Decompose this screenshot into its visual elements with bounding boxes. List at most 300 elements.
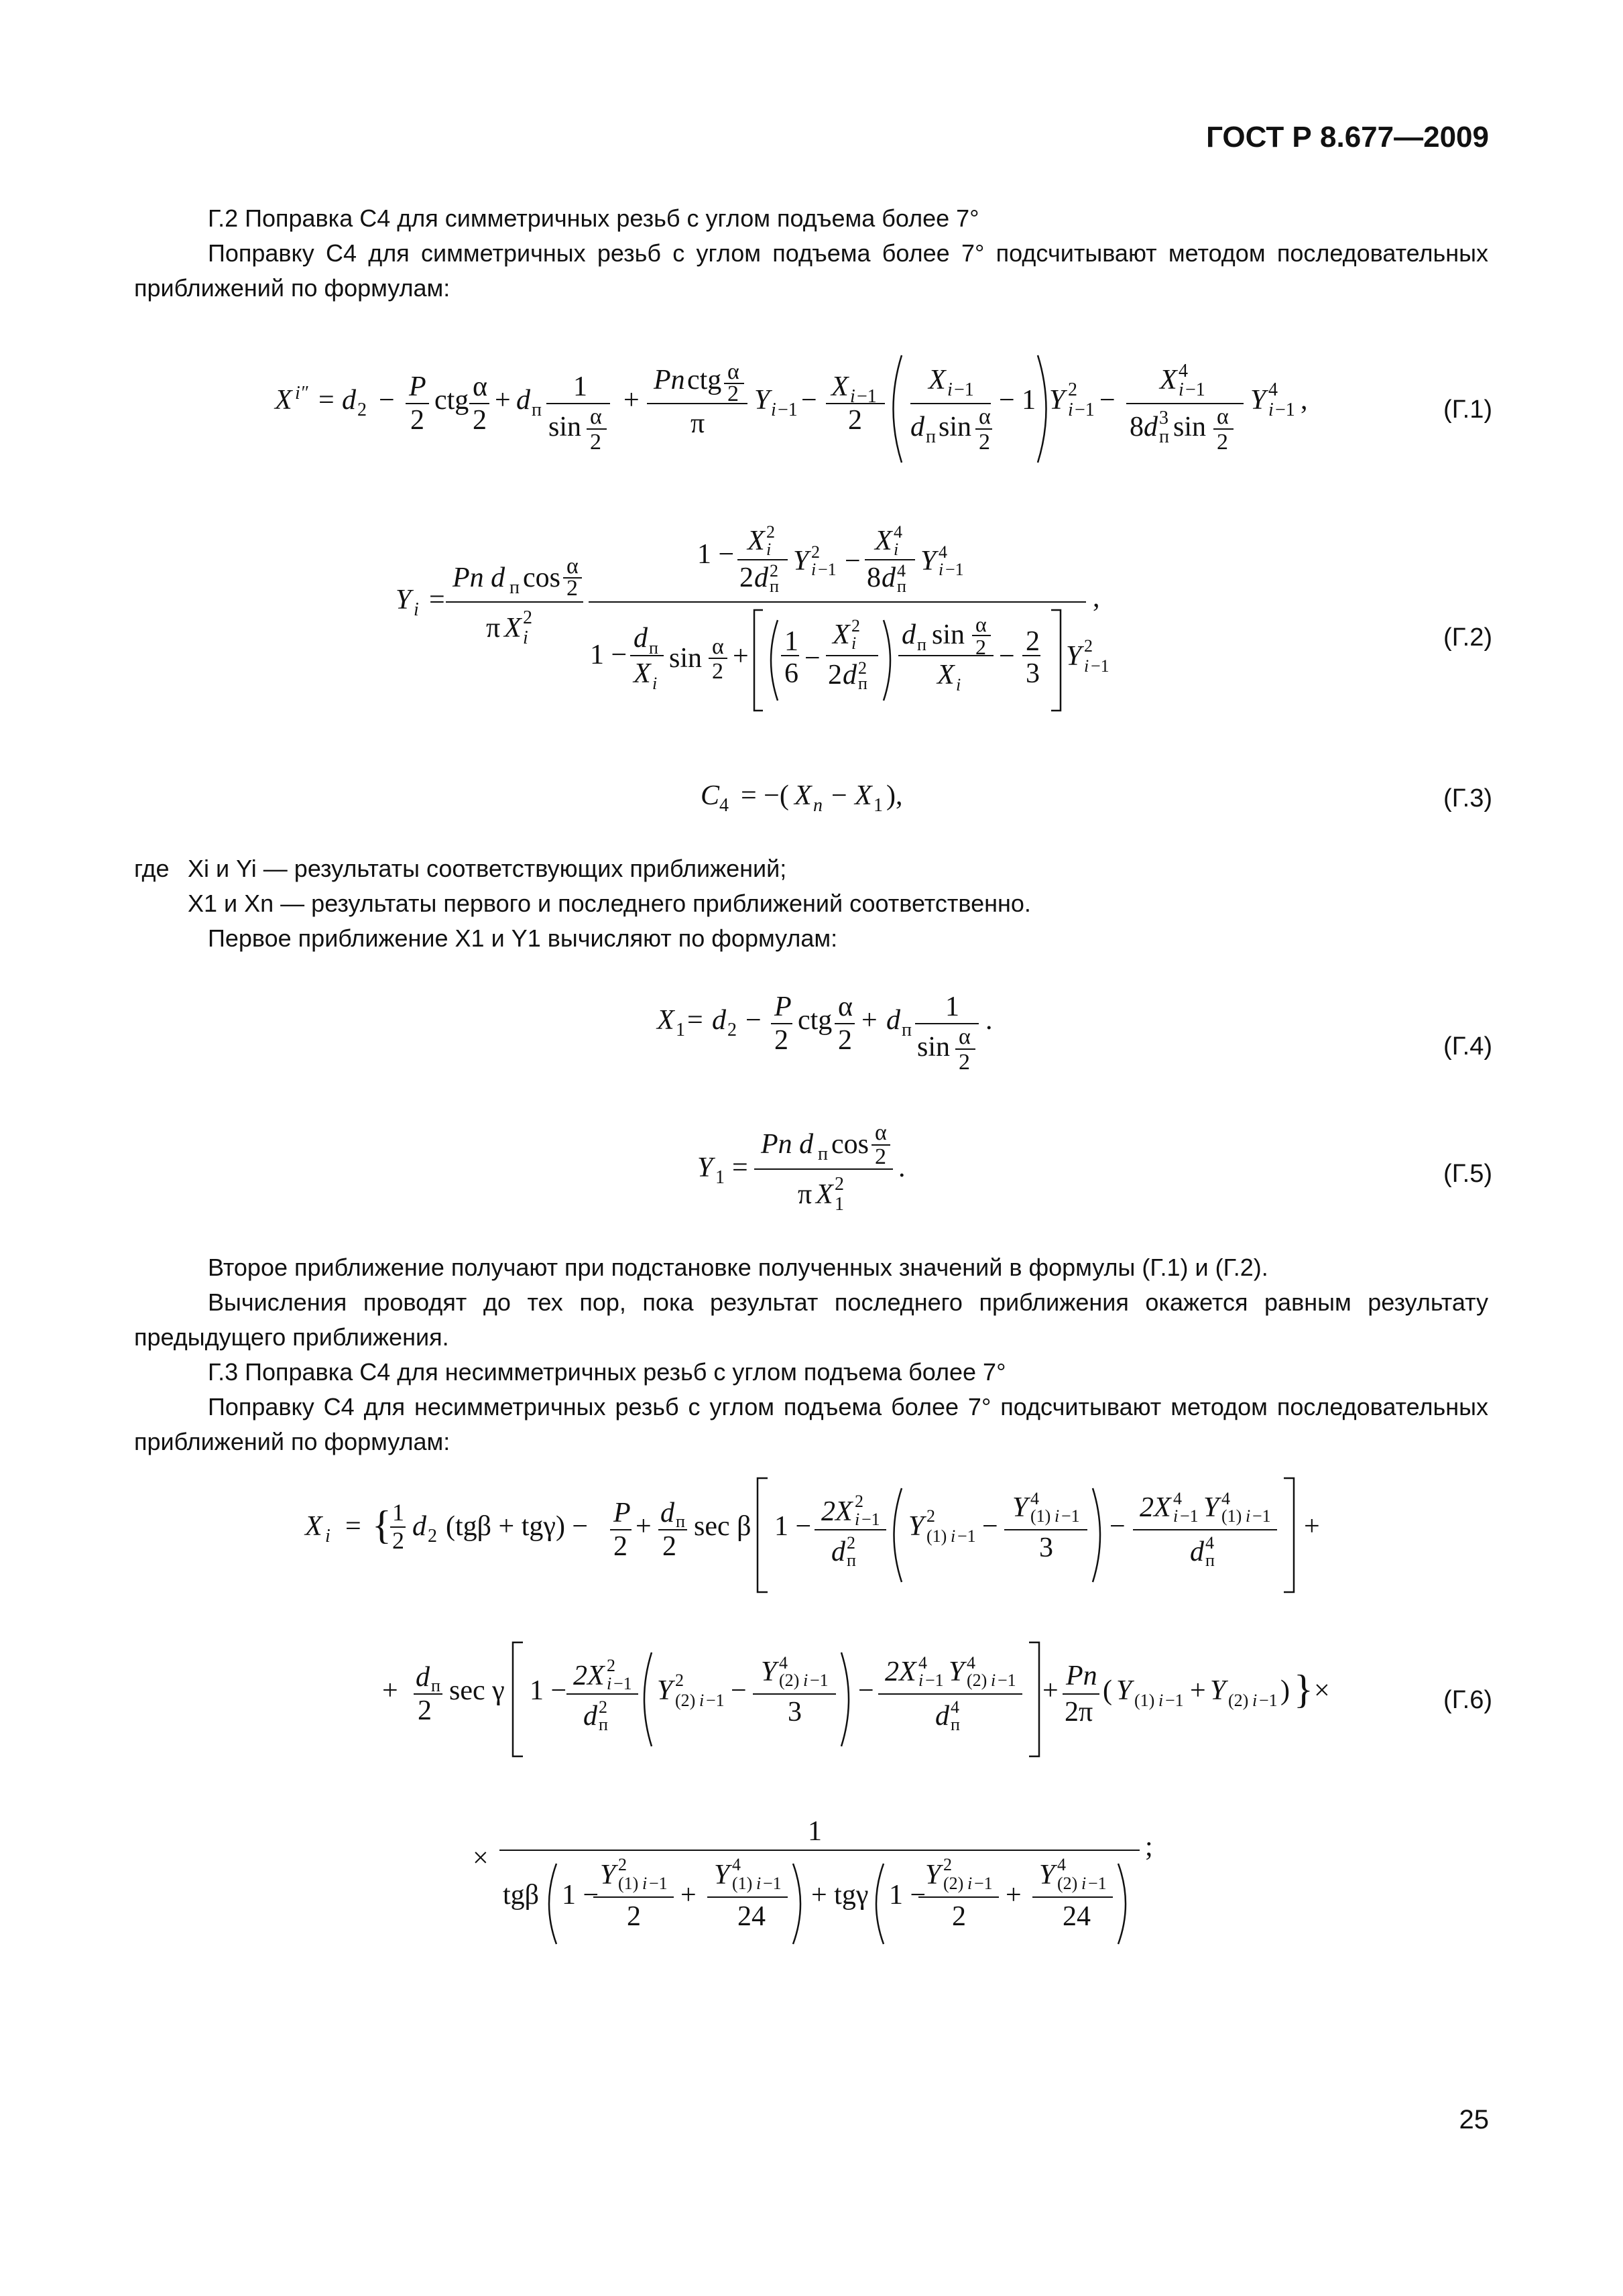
- svg-text:+: +: [680, 1880, 697, 1911]
- svg-text:1: 1: [874, 795, 883, 816]
- equation-number-g5: (Г.5): [1443, 1160, 1492, 1188]
- svg-text:i: i: [991, 1671, 996, 1690]
- svg-text:i: i: [523, 627, 528, 648]
- svg-text:Y: Y: [1066, 641, 1082, 672]
- svg-text:i: i: [803, 1671, 808, 1690]
- svg-text:i: i: [811, 560, 817, 579]
- svg-text:−1: −1: [1091, 656, 1109, 676]
- svg-text:d: d: [843, 660, 857, 690]
- svg-text:X: X: [937, 660, 955, 690]
- svg-text:X: X: [275, 385, 292, 416]
- svg-text:i: i: [1158, 1691, 1164, 1710]
- svg-text:d: d: [910, 412, 924, 442]
- svg-text:.: .: [985, 1005, 993, 1036]
- svg-text:1 −: 1 −: [590, 640, 627, 670]
- svg-text:(2): (2): [1057, 1874, 1078, 1893]
- svg-text:Y: Y: [600, 1860, 616, 1890]
- svg-text:i: i: [766, 540, 772, 559]
- equation-g1-formula: [0, 342, 1623, 476]
- svg-text:): ): [1280, 1675, 1290, 1706]
- svg-text:−: −: [731, 1675, 747, 1706]
- svg-text:i: i: [1252, 1691, 1258, 1710]
- equation-g2: [0, 523, 1623, 717]
- svg-text:+: +: [636, 1511, 652, 1542]
- svg-text:i: i: [1055, 1506, 1060, 1526]
- svg-text:(2): (2): [1228, 1691, 1249, 1710]
- svg-text:1 −: 1 −: [697, 539, 735, 570]
- svg-text:2: 2: [727, 1020, 737, 1040]
- svg-text:X: X: [657, 1005, 674, 1036]
- svg-text:X: X: [794, 780, 812, 811]
- svg-text:4: 4: [939, 542, 947, 562]
- svg-text:i: i: [1179, 379, 1184, 400]
- svg-text:п: п: [917, 635, 926, 654]
- svg-text:4: 4: [1030, 1489, 1039, 1508]
- svg-text:+: +: [1304, 1511, 1320, 1542]
- svg-text:i: i: [967, 1874, 973, 1893]
- svg-text:d: d: [754, 562, 768, 593]
- svg-text:1 −: 1 −: [562, 1880, 599, 1911]
- svg-text:i: i: [1081, 1874, 1087, 1893]
- svg-text:d: d: [935, 1701, 949, 1732]
- svg-text:п: п: [770, 577, 779, 596]
- g3-title: Г.3 Поправка C4 для несимметричных резьб с углом подъема более 7°: [208, 1358, 1006, 1386]
- svg-text:=: =: [732, 1152, 748, 1183]
- second-approx-text: Второе приближение получают при подстановке полученных значений в формулы (Г.1) и (Г.2).: [208, 1254, 1268, 1281]
- svg-text:i: i: [850, 386, 855, 407]
- svg-text:X: X: [833, 619, 850, 650]
- svg-text:4: 4: [951, 1697, 959, 1717]
- svg-text:−1: −1: [778, 400, 798, 420]
- svg-text:d: d: [660, 1498, 674, 1528]
- svg-text:1 −: 1 −: [774, 1511, 812, 1542]
- svg-text:=: =: [687, 1005, 703, 1036]
- g2-intro: Поправку C4 для симметричных резьб с углом подъема более 7° подсчитывают методом последовательных приближений по формулам:: [134, 239, 1488, 302]
- svg-text:2: 2: [739, 562, 754, 593]
- svg-text:(1): (1): [1134, 1691, 1155, 1710]
- svg-text:1: 1: [808, 1816, 822, 1847]
- svg-text:α: α: [838, 991, 853, 1022]
- svg-text:Y: Y: [1203, 1492, 1219, 1523]
- svg-text:2: 2: [712, 659, 723, 684]
- svg-text:2: 2: [618, 1855, 627, 1874]
- svg-text:−1: −1: [861, 1510, 880, 1529]
- equation-g4-formula: [0, 979, 1623, 1086]
- first-approx-text: Первое приближение X1 и Y1 вычисляют по формулам:: [208, 924, 838, 952]
- svg-text:(2): (2): [675, 1691, 696, 1710]
- svg-text:2: 2: [418, 1695, 432, 1726]
- svg-text:8: 8: [867, 562, 881, 593]
- svg-text:−1: −1: [818, 560, 837, 579]
- svg-text:2X: 2X: [573, 1660, 605, 1691]
- svg-text:Y: Y: [697, 1152, 713, 1183]
- svg-text:α: α: [712, 634, 724, 659]
- svg-text:sin: sin: [548, 412, 582, 442]
- svg-text:п: п: [431, 1676, 440, 1695]
- svg-text:Y: Y: [908, 1511, 924, 1542]
- svg-text:X: X: [816, 1179, 833, 1210]
- svg-text:Y: Y: [657, 1675, 673, 1706]
- svg-text:2: 2: [811, 542, 820, 562]
- svg-text:i: i: [1068, 400, 1073, 420]
- svg-text:Y: Y: [920, 546, 937, 577]
- svg-text:(tgβ + tgγ) −: (tgβ + tgγ) −: [446, 1511, 589, 1542]
- svg-text:i: i: [652, 674, 658, 693]
- svg-text:X: X: [634, 658, 651, 689]
- svg-text:sec γ: sec γ: [449, 1675, 505, 1706]
- svg-text:.: .: [898, 1152, 906, 1183]
- svg-text:i: i: [607, 1674, 612, 1693]
- svg-text:−1: −1: [857, 386, 877, 407]
- equation-g6-formula: [0, 1468, 1623, 1951]
- svg-text:2: 2: [847, 1533, 855, 1553]
- svg-text:+: +: [1006, 1880, 1022, 1911]
- svg-text:−1: −1: [1180, 1506, 1199, 1526]
- svg-text:Y: Y: [396, 585, 412, 615]
- svg-text:Y: Y: [949, 1656, 965, 1687]
- svg-text:d: d: [342, 385, 356, 416]
- svg-text:2: 2: [357, 400, 367, 420]
- svg-text:3: 3: [1026, 658, 1040, 689]
- svg-text:2: 2: [599, 1697, 607, 1717]
- svg-text:4: 4: [894, 523, 902, 542]
- equation-g6: [0, 1468, 1623, 1951]
- svg-text:i: i: [939, 560, 944, 579]
- svg-text:2: 2: [627, 1901, 641, 1932]
- svg-text:2X: 2X: [821, 1496, 853, 1527]
- svg-text:d: d: [516, 385, 530, 416]
- svg-text:2: 2: [662, 1531, 676, 1562]
- svg-text:sec β: sec β: [694, 1511, 752, 1542]
- where-item-2: X1 и Xn — результаты первого и последнего приближений соответственно.: [188, 890, 1031, 917]
- equation-number-g4: (Г.4): [1443, 1032, 1492, 1061]
- svg-text:п: п: [902, 1020, 912, 1040]
- svg-text:2: 2: [1068, 379, 1077, 400]
- svg-text:Y: Y: [925, 1860, 941, 1890]
- svg-text:X: X: [1160, 365, 1177, 396]
- svg-text:α: α: [959, 1024, 971, 1049]
- svg-text:i: i: [771, 400, 776, 420]
- equation-number-g2: (Г.2): [1443, 623, 1492, 652]
- g3-intro: Поправку C4 для несимметричных резьб с углом подъема более 7° подсчитывают методом последовательных приближений по формулам:: [134, 1393, 1488, 1455]
- svg-text:3: 3: [788, 1697, 802, 1728]
- svg-text:24: 24: [737, 1901, 766, 1932]
- svg-text:P: P: [613, 1498, 631, 1528]
- svg-text:×: ×: [473, 1843, 489, 1874]
- svg-text:α: α: [875, 1120, 887, 1145]
- svg-text:4: 4: [779, 1653, 788, 1673]
- svg-text:,: ,: [1301, 385, 1308, 416]
- svg-text:2: 2: [875, 1144, 886, 1169]
- page-number: 25: [1459, 2105, 1489, 2134]
- svg-text:i: i: [642, 1874, 648, 1893]
- svg-text:−1: −1: [1061, 1506, 1080, 1526]
- svg-text:2π: 2π: [1065, 1697, 1093, 1728]
- where-label: где: [134, 855, 170, 882]
- svg-text:cos: cos: [831, 1129, 869, 1160]
- svg-text:(1): (1): [926, 1526, 947, 1546]
- svg-text:2: 2: [473, 405, 487, 436]
- svg-text:ctg: ctg: [687, 365, 722, 396]
- svg-text:α: α: [979, 404, 991, 429]
- svg-text:2: 2: [838, 1025, 852, 1056]
- svg-text:+ tgγ: + tgγ: [811, 1880, 869, 1911]
- svg-text:2: 2: [952, 1901, 966, 1932]
- svg-text:2: 2: [1084, 636, 1093, 656]
- svg-text:2: 2: [766, 523, 775, 542]
- svg-text:(1): (1): [732, 1874, 753, 1893]
- svg-text:,: ,: [1093, 583, 1100, 613]
- svg-text:−1: −1: [1252, 1506, 1271, 1526]
- svg-text:−: −: [858, 1675, 874, 1706]
- svg-text:i: i: [855, 1510, 860, 1529]
- svg-text:4: 4: [1205, 1533, 1214, 1553]
- svg-text:2: 2: [926, 1506, 935, 1526]
- svg-text:d: d: [416, 1662, 430, 1693]
- svg-text:2X: 2X: [885, 1656, 916, 1687]
- svg-text:d: d: [1190, 1536, 1204, 1567]
- calc-until-text: Вычисления проводят до тех пор, пока результат последнего приближения окажется равным результату предыдущего приближения.: [134, 1288, 1488, 1351]
- svg-text:d: d: [412, 1511, 426, 1542]
- svg-text:п: п: [818, 1144, 828, 1164]
- svg-text:4: 4: [1268, 379, 1278, 400]
- svg-text:1: 1: [784, 626, 798, 657]
- where-clause: [134, 851, 1488, 921]
- svg-text:X: X: [831, 371, 849, 402]
- svg-text:−1: −1: [810, 1671, 829, 1690]
- equation-g5-formula: [0, 1113, 1623, 1220]
- equation-g1: [0, 342, 1623, 476]
- svg-text:i: i: [756, 1874, 762, 1893]
- svg-text:i: i: [414, 599, 419, 620]
- svg-text:(2): (2): [943, 1874, 964, 1893]
- svg-text:α: α: [975, 612, 987, 636]
- g2-title: Г.2 Поправка C4 для симметричных резьб с углом подъема более 7°: [208, 204, 979, 232]
- svg-text:1 −: 1 −: [889, 1880, 926, 1911]
- where-item-1: Xi и Yi — результаты соответствующих приближений;: [188, 855, 787, 882]
- svg-text:+: +: [1042, 1675, 1059, 1706]
- svg-text:п: п: [926, 426, 936, 447]
- svg-text:2: 2: [675, 1671, 684, 1690]
- svg-text:2: 2: [959, 1050, 970, 1075]
- svg-text:(1): (1): [618, 1874, 639, 1893]
- svg-text:cos: cos: [523, 562, 560, 593]
- svg-text:i: i: [918, 1671, 924, 1690]
- svg-text:i: i: [699, 1691, 705, 1710]
- svg-text:2: 2: [1217, 430, 1228, 455]
- svg-text:tgβ: tgβ: [503, 1880, 540, 1911]
- equation-number-g6: (Г.6): [1443, 1686, 1492, 1714]
- svg-text:+: +: [382, 1675, 398, 1706]
- svg-text:п: п: [509, 577, 520, 598]
- svg-text:п: п: [951, 1715, 960, 1734]
- svg-text:P: P: [774, 991, 792, 1022]
- svg-text:+: +: [1190, 1675, 1206, 1706]
- svg-text:−1: −1: [925, 1671, 944, 1690]
- svg-text:(1): (1): [1030, 1506, 1051, 1526]
- svg-text:Pn: Pn: [654, 365, 685, 396]
- svg-text:2: 2: [835, 1174, 844, 1195]
- svg-text:X: X: [504, 613, 522, 644]
- svg-text:−: −: [999, 641, 1015, 672]
- svg-text:Y: Y: [1012, 1492, 1028, 1523]
- svg-text:24: 24: [1063, 1901, 1091, 1932]
- svg-text:п: п: [649, 638, 658, 658]
- svg-text:d: d: [583, 1701, 597, 1732]
- svg-text:4: 4: [897, 561, 906, 581]
- svg-text:X: X: [928, 365, 946, 396]
- svg-text:α: α: [727, 359, 739, 384]
- svg-text:α: α: [473, 371, 488, 402]
- svg-text:4: 4: [967, 1653, 975, 1673]
- svg-text:4: 4: [1173, 1489, 1182, 1508]
- svg-text:2: 2: [979, 430, 990, 455]
- svg-text:4: 4: [719, 795, 729, 816]
- svg-text:= −(: = −(: [741, 780, 789, 811]
- svg-text:d: d: [712, 1005, 726, 1036]
- svg-text:Pn d: Pn d: [761, 1129, 814, 1160]
- svg-text:i: i: [325, 1526, 330, 1547]
- svg-text:n: n: [813, 795, 823, 816]
- svg-text:−1: −1: [1259, 1691, 1278, 1710]
- equation-number-g1: (Г.1): [1443, 396, 1492, 424]
- svg-text:X: X: [747, 526, 765, 556]
- svg-text:sin: sin: [669, 643, 703, 674]
- svg-text:п: п: [1159, 426, 1169, 447]
- svg-text:−1: −1: [998, 1671, 1016, 1690]
- svg-text:−: −: [1099, 385, 1116, 416]
- svg-text:i: i: [951, 1526, 956, 1546]
- svg-text:2: 2: [727, 381, 739, 406]
- svg-text:=: =: [345, 1511, 361, 1542]
- svg-text:2: 2: [774, 1025, 788, 1056]
- svg-text:1: 1: [573, 371, 587, 402]
- svg-text:π: π: [690, 408, 705, 439]
- svg-text:1 −: 1 −: [530, 1675, 567, 1706]
- svg-text:Y: Y: [1039, 1860, 1055, 1890]
- svg-text:2: 2: [975, 635, 986, 659]
- svg-text:−1: −1: [1075, 400, 1095, 420]
- svg-text:2: 2: [855, 1492, 863, 1511]
- svg-text:i″: i″: [295, 383, 308, 404]
- svg-text:−: −: [845, 546, 861, 577]
- svg-text:2: 2: [1026, 626, 1040, 657]
- svg-text:2: 2: [590, 430, 601, 455]
- svg-text:п: п: [897, 577, 906, 596]
- svg-text:i: i: [851, 633, 857, 653]
- svg-text:−: −: [1109, 1511, 1126, 1542]
- svg-text:−1: −1: [1185, 379, 1205, 400]
- svg-text:4: 4: [1057, 1855, 1066, 1874]
- svg-text:d: d: [634, 623, 648, 654]
- svg-text:п: п: [676, 1512, 685, 1531]
- svg-text:sin: sin: [1173, 412, 1207, 442]
- svg-text:(: (: [1103, 1675, 1112, 1706]
- svg-text:=: =: [318, 385, 335, 416]
- svg-text:−: −: [804, 643, 821, 674]
- equation-g4: [0, 979, 1623, 1086]
- svg-text:2: 2: [428, 1526, 437, 1547]
- svg-text:Pn d: Pn d: [453, 562, 505, 593]
- svg-text:4: 4: [1179, 361, 1188, 381]
- svg-text:п: п: [599, 1715, 608, 1734]
- svg-text:−: −: [982, 1511, 998, 1542]
- svg-text:Pn: Pn: [1066, 1660, 1097, 1691]
- svg-text:2: 2: [607, 1656, 615, 1675]
- svg-text:2: 2: [943, 1855, 952, 1874]
- svg-text:X: X: [855, 780, 872, 811]
- svg-text:d: d: [831, 1536, 845, 1567]
- svg-text:(2): (2): [967, 1671, 987, 1690]
- svg-text:d: d: [882, 562, 896, 593]
- svg-text:1: 1: [715, 1167, 725, 1188]
- svg-text:Y: Y: [1049, 385, 1065, 416]
- svg-text:−1: −1: [974, 1874, 993, 1893]
- svg-text:−1: −1: [763, 1874, 782, 1893]
- svg-text:sin: sin: [932, 619, 965, 650]
- svg-text:=: =: [429, 585, 445, 615]
- svg-text:i: i: [894, 540, 899, 559]
- svg-text:P: P: [409, 371, 426, 402]
- svg-text:−1: −1: [954, 379, 974, 400]
- svg-text:−: −: [745, 1005, 762, 1036]
- svg-text:ctg: ctg: [434, 385, 469, 416]
- svg-text:i: i: [947, 379, 953, 400]
- svg-text:Y: Y: [1210, 1675, 1226, 1706]
- svg-text:п: п: [847, 1551, 856, 1570]
- svg-text:2: 2: [392, 1527, 404, 1554]
- svg-text:6: 6: [784, 658, 798, 689]
- svg-text:}: }: [1294, 1667, 1313, 1711]
- svg-text:1: 1: [392, 1499, 404, 1526]
- document-code: ГОСТ Р 8.677—2009: [1206, 121, 1489, 154]
- svg-text:п: п: [1205, 1551, 1215, 1570]
- equation-g3: [0, 771, 1623, 825]
- svg-text:α: α: [566, 554, 579, 579]
- equation-g5: [0, 1113, 1623, 1220]
- svg-text:i: i: [1173, 1506, 1179, 1526]
- svg-text:X: X: [305, 1511, 322, 1542]
- svg-text:i: i: [956, 675, 961, 694]
- svg-text:),: ),: [886, 780, 903, 811]
- svg-text:4: 4: [732, 1855, 741, 1874]
- svg-text:8: 8: [1130, 412, 1144, 442]
- svg-text:d: d: [886, 1005, 900, 1036]
- svg-text:X: X: [875, 526, 892, 556]
- svg-text:1: 1: [945, 991, 959, 1022]
- svg-text:2: 2: [858, 658, 867, 678]
- svg-text:Y: Y: [793, 546, 809, 577]
- svg-text:−1: −1: [1088, 1874, 1107, 1893]
- svg-text:2: 2: [770, 561, 778, 581]
- equation-g3-formula: [0, 771, 1623, 825]
- svg-text:2: 2: [851, 616, 860, 636]
- svg-text:4: 4: [1221, 1489, 1230, 1508]
- svg-text:α: α: [1217, 404, 1229, 429]
- svg-text:2X: 2X: [1140, 1492, 1171, 1523]
- svg-text:1: 1: [676, 1020, 685, 1040]
- svg-text:2: 2: [523, 607, 532, 628]
- svg-text:п: п: [532, 400, 542, 420]
- svg-text:−1: −1: [957, 1526, 976, 1546]
- svg-text:Y: Y: [1116, 1675, 1132, 1706]
- svg-text:{: {: [372, 1503, 392, 1547]
- svg-text:1: 1: [835, 1194, 844, 1215]
- svg-text:i: i: [1246, 1506, 1251, 1526]
- svg-text:+: +: [623, 385, 640, 416]
- svg-text:−1: −1: [613, 1674, 632, 1693]
- svg-text:i: i: [1268, 400, 1274, 420]
